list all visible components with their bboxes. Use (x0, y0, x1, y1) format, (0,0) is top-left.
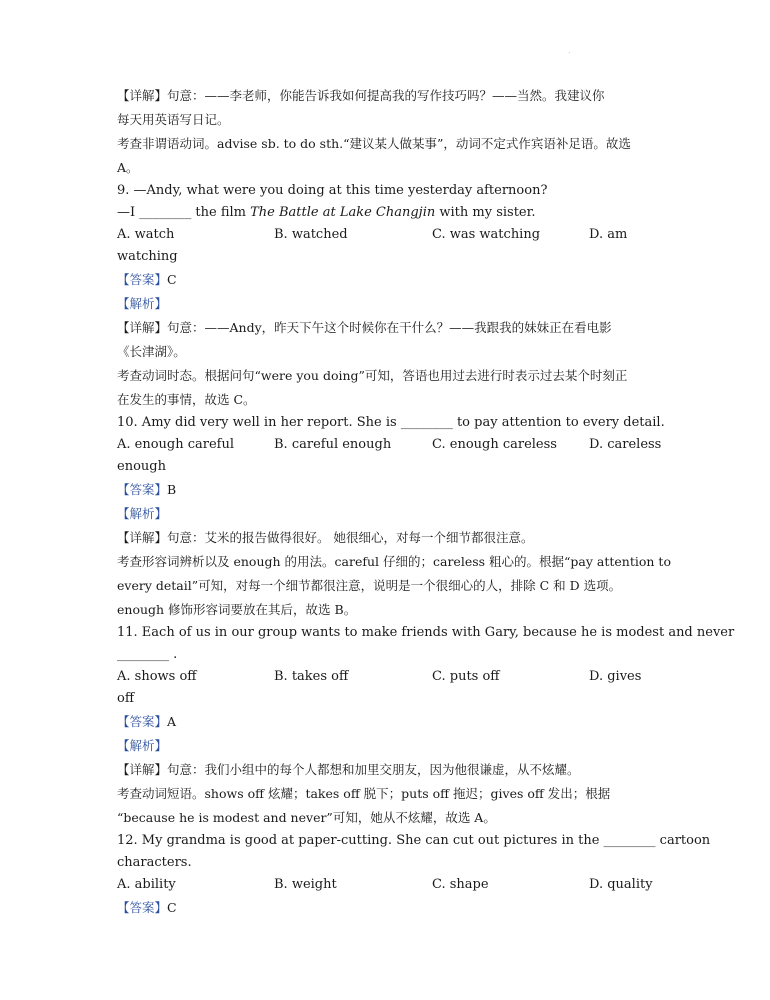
question-stem: 10. Amy did very well in her report. She is ________ to pay attention to every detail. (117, 415, 665, 430)
options-row (117, 434, 662, 456)
options-row (117, 666, 657, 688)
analysis-label: 【解析】 (117, 506, 168, 521)
question-stem (117, 202, 657, 224)
option-a: A. shows off (117, 669, 197, 684)
option-d: D. quality (589, 877, 653, 892)
option-b: B. weight (274, 877, 337, 892)
question-stem: characters. (117, 855, 192, 870)
answer-line (117, 896, 657, 920)
option-b: B. takes off (274, 669, 349, 684)
option-wrap: off (117, 691, 135, 706)
note-text: 考查非谓语动词。advise sb. to do sth.“建议某人做某事”，动词不定式作宾语补足语。故选 (117, 136, 631, 151)
option-c: C. puts off (432, 669, 500, 684)
answer-value: C (167, 900, 177, 915)
note-text: 在发生的事情，故选 C。 (117, 392, 256, 407)
option-c: C. enough careless (432, 437, 557, 452)
film-title: The Battle at Lake Changjin (250, 205, 436, 220)
note-text: enough 修饰形容词要放在其后，故选 B。 (117, 602, 357, 617)
question-stem: ________ . (117, 647, 178, 662)
detail-text: 【详解】句意：——李老师，你能告诉我如何提高我的写作技巧吗？——当然。我建议你 (117, 88, 605, 103)
analysis-label: 【解析】 (117, 738, 168, 753)
detail-text: 【详解】句意：我们小组中的每个人都想和加里交朋友，因为他很谦虚，从不炫耀。 (117, 762, 580, 777)
note-text: 考查形容词辨析以及 enough 的用法。careful 仔细的；careless 粗心的。根据“pay attention to (117, 554, 671, 569)
question-stem: 11. Each of us in our group wants to make friends with Gary, because he is modest and never (117, 625, 735, 640)
option-b: B. watched (274, 227, 348, 242)
option-wrap: watching (117, 249, 178, 264)
option-wrap: enough (117, 459, 166, 474)
stem-text: with my sister. (435, 205, 536, 220)
answer-line (117, 478, 657, 502)
note-text: 考查动词时态。根据问句“were you doing”可知，答语也用过去进行时表示过去某个时刻正 (117, 368, 628, 383)
detail-text: 【详解】句意：艾米的报告做得很好。 她很细心，对每一个细节都很注意。 (117, 530, 534, 545)
note-text: every detail”可知，对每一个细节都很注意，说明是一个很细心的人，排除 C 和 D 选项。 (117, 578, 622, 593)
detail-text: 《长津湖》。 (117, 344, 186, 359)
stem-text: —I ________ the film (117, 205, 251, 220)
question-stem: 9. —Andy, what were you doing at this time yesterday afternoon? (117, 183, 548, 198)
answer-value: B (167, 482, 177, 497)
answer-label: 【答案】 (117, 482, 168, 497)
note-text: A。 (117, 160, 139, 175)
detail-text: 每天用英语写日记。 (117, 112, 230, 127)
option-b: B. careful enough (274, 437, 392, 452)
option-c: C. was watching (432, 227, 541, 242)
note-text: “because he is modest and never”可知，她从不炫耀，故选 A。 (117, 810, 496, 825)
option-a: A. watch (117, 227, 175, 242)
option-a: A. enough careful (117, 437, 235, 452)
detail-text: 【详解】句意：——Andy，昨天下午这个时候你在干什么？——我跟我的妹妹正在看电影 (117, 320, 612, 335)
note-text: 考查动词短语。shows off 炫耀；takes off 脱下；puts off 拖迟；gives off 发出；根据 (117, 786, 611, 801)
document-content (117, 84, 735, 920)
answer-value: A (167, 714, 177, 729)
answer-label: 【答案】 (117, 900, 168, 915)
options-row (117, 224, 657, 246)
answer-line (117, 268, 657, 292)
answer-value: C (167, 272, 177, 287)
answer-line (117, 710, 657, 734)
header-mark: . (568, 46, 571, 55)
answer-label: 【答案】 (117, 272, 168, 287)
option-d: D. gives (589, 669, 642, 684)
option-c: C. shape (432, 877, 489, 892)
option-a: A. ability (117, 877, 176, 892)
answer-label: 【答案】 (117, 714, 168, 729)
option-d: D. am (589, 227, 628, 242)
options-row (117, 874, 657, 896)
analysis-label: 【解析】 (117, 296, 168, 311)
question-stem: 12. My grandma is good at paper-cutting. She can cut out pictures in the ________ cartoon (117, 833, 711, 848)
option-d: D. careless (589, 437, 662, 452)
